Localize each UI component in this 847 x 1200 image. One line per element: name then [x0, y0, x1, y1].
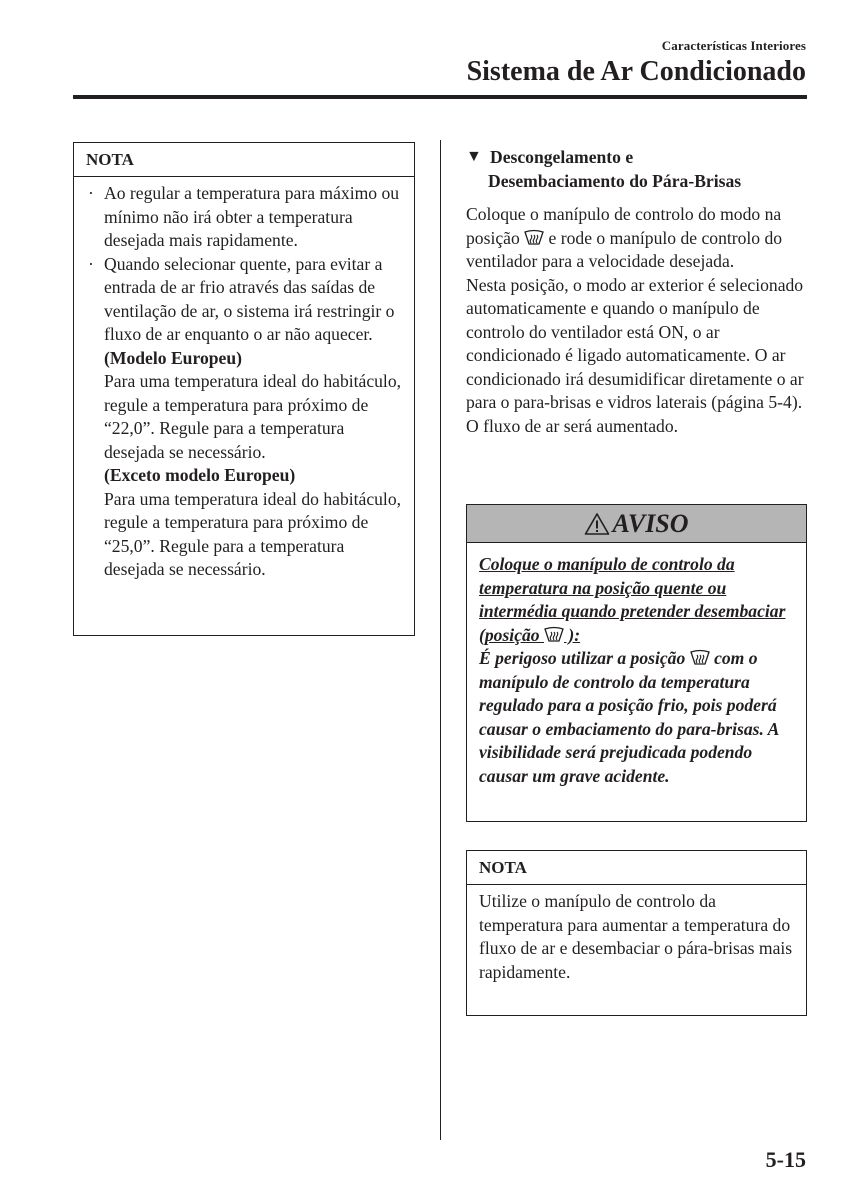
section-paragraph: Nesta posição, o modo ar exterior é selecionado automaticamente e quando o manípulo de controlo do ventilador está ON, o ar condicionado é ligado automaticamente. O ar condicionado irá desumidificar diretamente o ar para o para-brisas e vidros laterais (página 5-4). O fluxo de ar será aumentado.	[466, 274, 804, 436]
right-note-box	[466, 850, 807, 1016]
right-note-heading: NOTA	[467, 851, 806, 885]
header-rule	[73, 95, 807, 99]
warning-text: É perigoso utilizar a posição	[479, 648, 690, 668]
section-title-line1: Descongelamento e	[490, 147, 634, 167]
column-divider	[440, 140, 441, 1140]
page-number: 5-15	[765, 1147, 806, 1172]
header-section-label: Características Interiores	[661, 38, 806, 53]
section-heading	[466, 145, 808, 193]
bullet-dot: ·	[88, 183, 94, 203]
model-eu-heading: (Modelo Europeu)	[104, 347, 242, 368]
paragraph-text: Coloque o manípulo de controlo do modo na posição	[466, 204, 782, 248]
bullet-dot: ·	[88, 253, 94, 274]
left-note-heading: NOTA	[74, 143, 414, 177]
right-note-text: Utilize o manípulo de controlo da temperatura para aumentar a temperatura do fluxo de ar e desembaciar o pára-brisas mais rapidamente.	[479, 891, 793, 982]
section-marker-icon: ▼	[466, 148, 482, 165]
left-note-box	[73, 142, 415, 636]
warning-text: com o manípulo de controlo da temperatura regulado para a posição frio, pois poderá causar o embaciamento do para-brisas. A visibilidade será prejudicada podendo causar um grave acidente.	[479, 648, 779, 786]
section-body	[466, 203, 808, 438]
windshield-defrost-icon	[690, 649, 710, 665]
note-bullet	[88, 182, 406, 253]
model-other-text: Para uma temperatura ideal do habitáculo, regule a temperatura para próximo de “25,0”. Regule para a temperatura desejada se necessário.	[104, 488, 402, 579]
model-eu-text: Para uma temperatura ideal do habitáculo, regule a temperatura para próximo de “22,0”. Regule para a temperatura desejada se necessário.	[104, 371, 402, 462]
bullet-text: Ao regular a temperatura para máximo ou mínimo não irá obter a temperatura desejada mais rapidamente.	[104, 183, 400, 250]
warning-triangle-icon	[584, 512, 610, 536]
bullet-text: Quando selecionar quente, para evitar a entrada de ar frio através das saídas de ventilação de ar, o sistema irá restringir o fluxo de ar enquanto o ar não aquecer.	[104, 253, 395, 344]
windshield-defrost-icon	[544, 626, 564, 642]
note-bullet	[88, 253, 406, 347]
warning-heading: AVISO	[612, 508, 689, 538]
left-note-content	[74, 177, 414, 582]
windshield-defrost-icon	[524, 229, 544, 245]
warning-text: ):	[564, 624, 581, 645]
model-other-heading: (Exceto modelo Europeu)	[104, 465, 296, 485]
page-title: Sistema de Ar Condicionado	[466, 56, 806, 87]
warning-text: Coloque o manípulo de controlo da temperatura na posição quente ou intermédia quando pretender desembaciar (posição	[479, 554, 786, 645]
warning-content	[467, 543, 806, 788]
paragraph-text: e rode o manípulo de controlo do ventilador para a velocidade desejada.	[466, 227, 783, 271]
section-paragraph	[466, 203, 808, 274]
warning-header	[467, 505, 806, 543]
section-title-line2: Desembaciamento do Pára-Brisas	[488, 171, 742, 191]
warning-box	[466, 504, 807, 822]
warning-detail	[479, 647, 796, 788]
warning-instruction	[479, 553, 796, 647]
